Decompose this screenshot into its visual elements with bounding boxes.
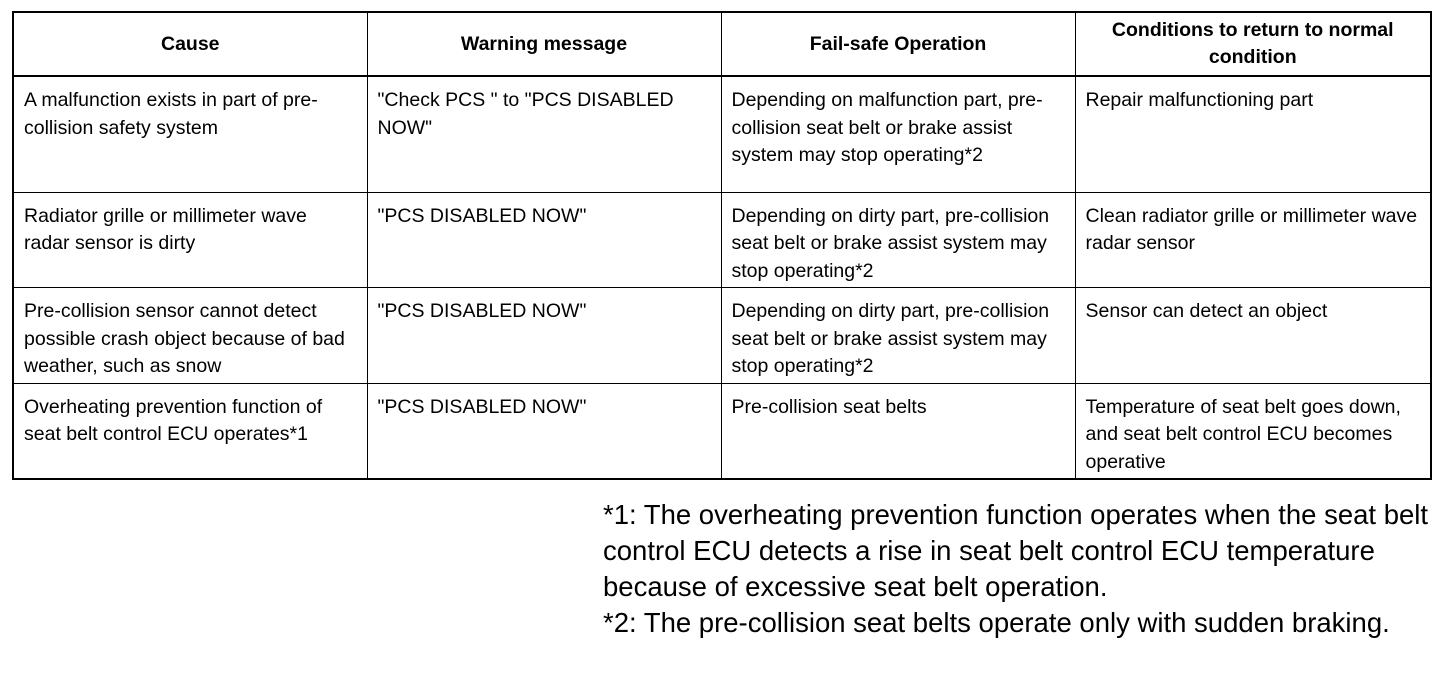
table-row — [13, 383, 1431, 479]
table-row — [13, 192, 1431, 288]
cell-fail-safe-operation: Depending on dirty part, pre-collision seat belt or brake assist system may stop operating*2 — [721, 192, 1075, 288]
table-row — [13, 76, 1431, 192]
cell-cause: Radiator grille or millimeter wave radar sensor is dirty — [13, 192, 367, 288]
cell-warning-message: "PCS DISABLED NOW" — [367, 288, 721, 384]
cell-cause: A malfunction exists in part of pre-collision safety system — [13, 76, 367, 192]
failsafe-table — [12, 11, 1432, 480]
header-fail-safe-operation: Fail-safe Operation — [721, 12, 1075, 76]
header-cause: Cause — [13, 12, 367, 76]
cell-cause: Overheating prevention function of seat belt control ECU operates*1 — [13, 383, 367, 479]
cell-fail-safe-operation: Depending on dirty part, pre-collision seat belt or brake assist system may stop operating*2 — [721, 288, 1075, 384]
cell-warning-message: "PCS DISABLED NOW" — [367, 192, 721, 288]
cell-warning-message: "Check PCS " to "PCS DISABLED NOW" — [367, 76, 721, 192]
cell-fail-safe-operation: Depending on malfunction part, pre-collision seat belt or brake assist system may stop operating*2 — [721, 76, 1075, 192]
table-row — [13, 288, 1431, 384]
footnote-2: *2: The pre-collision seat belts operate only with sudden braking. — [603, 607, 1390, 638]
cell-fail-safe-operation: Pre-collision seat belts — [721, 383, 1075, 479]
header-warning-message: Warning message — [367, 12, 721, 76]
cell-cause: Pre-collision sensor cannot detect possible crash object because of bad weather, such as snow — [13, 288, 367, 384]
cell-conditions: Repair malfunctioning part — [1075, 76, 1431, 192]
footnote-1: *1: The overheating prevention function operates when the seat belt control ECU detects a rise in seat belt control ECU temperature because of excessive seat belt operation. — [603, 499, 1429, 602]
header-conditions-to-return: Conditions to return to normal condition — [1075, 12, 1431, 76]
table-header-row — [13, 12, 1431, 76]
cell-conditions: Sensor can detect an object — [1075, 288, 1431, 384]
cell-conditions: Clean radiator grille or millimeter wave radar sensor — [1075, 192, 1431, 288]
footnotes — [603, 497, 1443, 641]
cell-conditions: Temperature of seat belt goes down, and seat belt control ECU becomes operative — [1075, 383, 1431, 479]
cell-warning-message: "PCS DISABLED NOW" — [367, 383, 721, 479]
